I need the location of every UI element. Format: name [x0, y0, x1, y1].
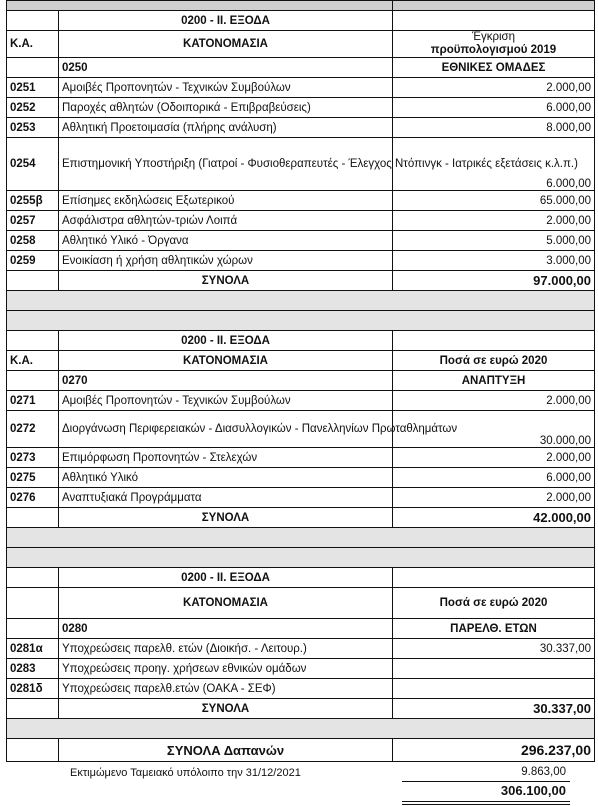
- table-row: 0272 Διοργάνωση Περιφερειακών - Διασυλλογικών - Πανελληνίων Πρωταθλημάτων 30.000,00: [7, 411, 595, 448]
- group-name: ΠΑΡΕΛΘ. ΕΤΩΝ: [393, 619, 595, 639]
- column-header-amount: Έγκριση προϋπολογισμού 2019: [393, 31, 595, 58]
- group-name: ΑΝΑΠΤΥΞΗ: [393, 371, 595, 391]
- table-row: 0271 Αμοιβές Προπονητών - Τεχνικών Συμβούλων 2.000,00: [7, 391, 595, 411]
- cash-balance-label: Εκτιμώμενο Ταμειακό υπόλοιπο την 31/12/2021: [70, 767, 301, 779]
- table-row: 0252 Παροχές αθλητών (Οδοιπορικά - Επιβραβεύσεις) 6.000,00: [7, 98, 595, 118]
- column-header-name: ΚΑΤΟΝΟΜΑΣΙΑ: [59, 588, 393, 619]
- table-row: 0259 Ενοικίαση ή χρήση αθλητικών χώρων 3.000,00: [7, 251, 595, 271]
- total-value: 97.000,00: [393, 271, 595, 291]
- section-title: 0200 - II. ΕΞΟΔΑ: [59, 11, 393, 31]
- table-row: 0257 Ασφάλιστρα αθλητών-τριών Λοιπά 2.000,00: [7, 211, 595, 231]
- table-row: 0281α Υποχρεώσεις παρελθ. ετών (Διοικήσ. - Λειτουρ.) 30.337,00: [7, 639, 595, 659]
- group-code: 0250: [59, 58, 393, 78]
- table-row: 0273 Επιμόρφωση Προπονητών - Στελεχών 2.000,00: [7, 448, 595, 468]
- cash-balance-footer: [6, 760, 594, 806]
- table-row: 0254 Επιστημονική Υποστήριξη (Γιατροί - Φυσιοθεραπευτές - Έλεγχος Ντόπινγκ - Ιατρικές εξετάσεις κ.λ.π.) 6.000,00: [7, 138, 595, 191]
- column-header-code: Κ.Α.: [7, 351, 59, 371]
- total-label: ΣΥΝΟΛΑ: [59, 699, 393, 719]
- grand-total-label: ΣΥΝΟΛΑ Δαπανών: [59, 739, 393, 762]
- table-row: 0275 Αθλητικό Υλικό 6.000,00: [7, 468, 595, 488]
- column-header-name: ΚΑΤΟΝΟΜΑΣΙΑ: [59, 351, 393, 371]
- section-title: 0200 - II. ΕΞΟΔΑ: [59, 568, 393, 588]
- total-label: ΣΥΝΟΛΑ: [59, 271, 393, 291]
- table-row: 0281δ Υποχρεώσεις παρελθ.ετών (ΟΑΚΑ - ΣΕΦ): [7, 679, 595, 699]
- column-header-amount: Ποσά σε ευρώ 2020: [393, 351, 595, 371]
- double-rule-bottom: [402, 804, 570, 805]
- total-value: 42.000,00: [393, 508, 595, 528]
- group-name: ΕΘΝΙΚΕΣ ΟΜΑΔΕΣ: [393, 58, 595, 78]
- table-row: 0283 Υποχρεώσεις προηγ. χρήσεων εθνικών ομάδων: [7, 659, 595, 679]
- table-row: 0251 Αμοιβές Προπονητών - Τεχνικών Συμβούλων 2.000,00: [7, 78, 595, 98]
- table-row: 0253 Αθλητική Προετοιμασία (πλήρης ανάλυση) 8.000,00: [7, 118, 595, 138]
- expenses-table-2019: [6, 0, 595, 311]
- final-total-value: 306.100,00: [500, 783, 566, 798]
- section-title: 0200 - II. ΕΞΟΔΑ: [59, 331, 393, 351]
- cash-balance-value: 9.863,00: [521, 766, 566, 778]
- grand-total-value: 296.237,00: [393, 739, 595, 762]
- column-header-code: Κ.Α.: [7, 31, 59, 58]
- expenses-table-past-years: [6, 547, 595, 762]
- column-header-name: ΚΑΤΟΝΟΜΑΣΙΑ: [59, 31, 393, 58]
- column-header-amount: Ποσά σε ευρώ 2020: [393, 588, 595, 619]
- expenses-table-development: [6, 310, 595, 548]
- budget-sheet: [6, 0, 594, 798]
- group-code: 0280: [59, 619, 393, 639]
- double-rule-top: [402, 801, 570, 802]
- total-value: 30.337,00: [393, 699, 595, 719]
- group-code: 0270: [59, 371, 393, 391]
- total-label: ΣΥΝΟΛΑ: [59, 508, 393, 528]
- table-row: 0255β Επίσημες εκδηλώσεις Εξωτερικού 65.000,00: [7, 191, 595, 211]
- table-row: 0276 Αναπτυξιακά Προγράμματα 2.000,00: [7, 488, 595, 508]
- sum-rule: [402, 781, 570, 782]
- table-row: 0258 Αθλητικό Υλικό - Όργανα 5.000,00: [7, 231, 595, 251]
